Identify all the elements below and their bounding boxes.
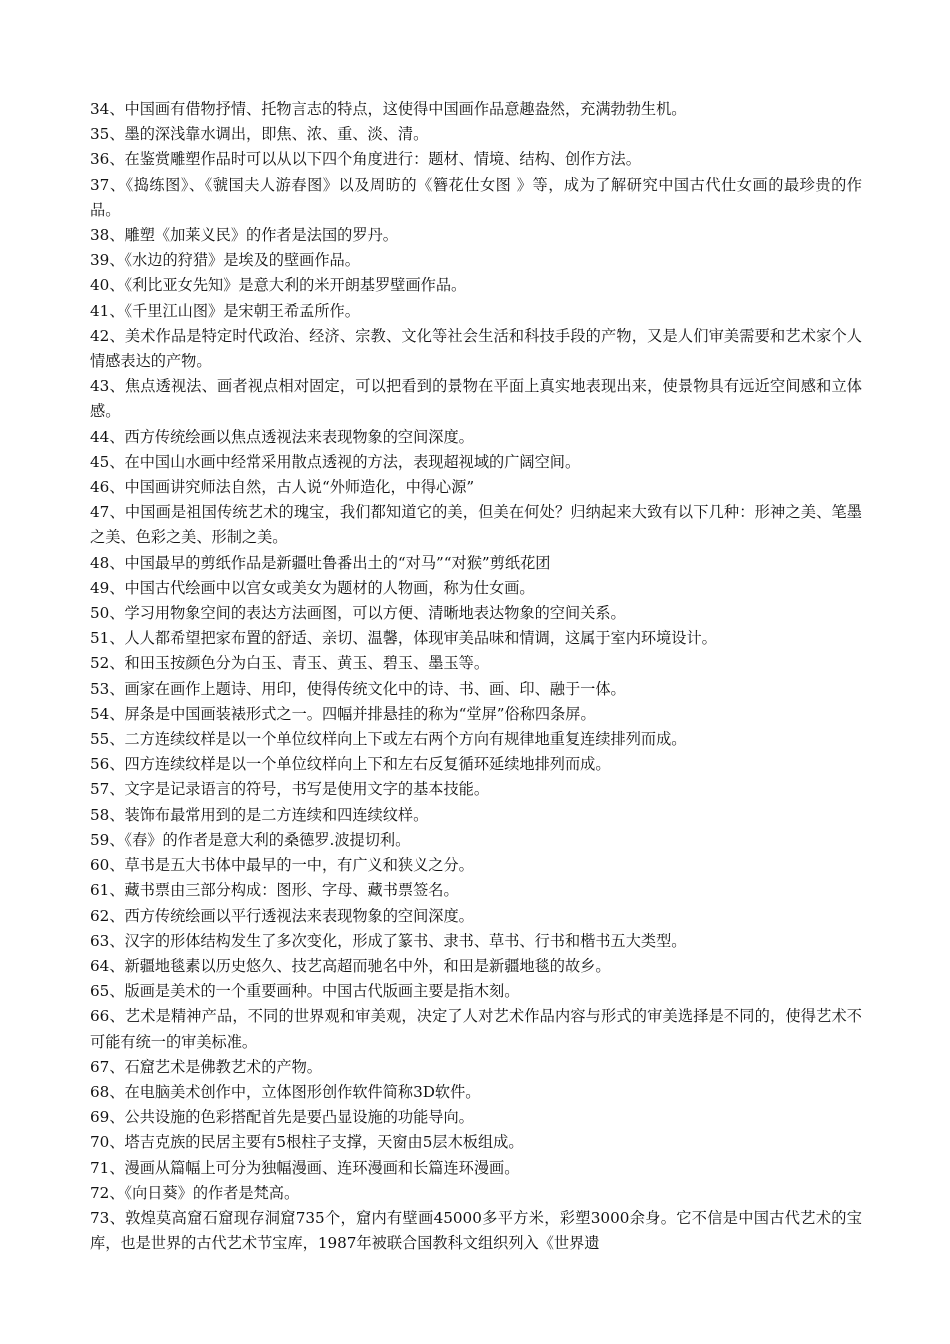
list-item: 69、公共设施的色彩搭配首先是要凸显设施的功能导向。	[90, 1108, 474, 1127]
list-item: 51、人人都希望把家布置的舒适、亲切、温馨，体现审美品味和情调，这属于室内环境设计。	[90, 629, 717, 648]
list-item: 35、墨的深浅靠水调出，即焦、浓、重、淡、清。	[90, 125, 429, 144]
list-item: 38、雕塑《加莱义民》的作者是法国的罗丹。	[90, 226, 398, 245]
list-item: 64、新疆地毯素以历史悠久、技艺高超而驰名中外，和田是新疆地毯的故乡。	[90, 956, 611, 975]
list-item: 45、在中国山水画中经常采用散点透视的方法，表现超视域的广阔空间。	[90, 452, 581, 471]
list-item: 49、中国古代绘画中以宫女或美女为题材的人物画，称为仕女画。	[90, 578, 535, 597]
list-item: 36、在鉴赏雕塑作品时可以从以下四个角度进行：题材、情境、结构、创作方法。	[90, 150, 641, 169]
list-item: 41、《千里江山图》是宋朝王希孟所作。	[90, 301, 360, 320]
list-item: 58、装饰布最常用到的是二方连续和四连续纹样。	[90, 805, 429, 824]
list-item: 43、焦点透视法、画者视点相对固定，可以把看到的景物在平面上真实地表现出来，使景物具有远近空间感和立体感。	[90, 377, 862, 421]
list-item: 63、汉字的形体结构发生了多次变化，形成了篆书、隶书、草书、行书和楷书五大类型。	[90, 931, 687, 950]
list-item: 71、漫画从篇幅上可分为独幅漫画、连环漫画和长篇连环漫画。	[90, 1158, 520, 1177]
list-item: 66、艺术是精神产品，不同的世界观和审美观，决定了人对艺术作品内容与形式的审美选择是不同的，使得艺术不可能有统一的审美标准。	[90, 1007, 862, 1051]
list-item: 73、敦煌莫高窟石窟现存洞窟735个，窟内有壁画45000多平方米，彩塑3000余身。它不信是中国古代艺术的宝库，也是世界的古代艺术节宝库，1987年被联合国教科文组织列入《世界遗	[90, 1208, 862, 1253]
list-item: 46、中国画讲究师法自然，古人说“外师造化，中得心源”	[90, 478, 475, 497]
list-item: 57、文字是记录语言的符号，书写是使用文字的基本技能。	[90, 780, 490, 799]
document-page	[90, 97, 862, 1256]
list-item: 59、《春》的作者是意大利的桑德罗.波提切利。	[90, 830, 411, 849]
list-item: 56、四方连续纹样是以一个单位纹样向上下和左右反复循环延续地排列而成。	[90, 755, 611, 774]
list-item: 68、在电脑美术创作中，立体图形创作软件简称3D软件。	[90, 1082, 481, 1101]
list-item: 65、版画是美术的一个重要画种。中国古代版画主要是指木刻。	[90, 982, 520, 1001]
list-item: 39、《水边的狩猎》是埃及的壁画作品。	[90, 251, 360, 270]
list-item: 53、画家在画作上题诗、用印，使得传统文化中的诗、书、画、印、融于一体。	[90, 679, 626, 698]
list-item: 55、二方连续纹样是以一个单位纹样向上下或左右两个方向有规律地重复连续排列而成。	[90, 730, 687, 749]
list-item: 47、中国画是祖国传统艺术的瑰宝，我们都知道它的美，但美在何处？归纳起来大致有以下几种：形神之美、笔墨之美、色彩之美、形制之美。	[90, 503, 862, 547]
list-item: 44、西方传统绘画以焦点透视法来表现物象的空间深度。	[90, 427, 474, 446]
list-item: 70、塔吉克族的民居主要有5根柱子支撑，天窗由5层木板组成。	[90, 1133, 524, 1152]
list-item: 72、《向日葵》的作者是梵高。	[90, 1183, 300, 1202]
list-item: 48、中国最早的剪纸作品是新疆吐鲁番出土的“对马”“对猴”剪纸花团	[90, 553, 551, 572]
list-item: 67、石窟艺术是佛教艺术的产物。	[90, 1057, 322, 1076]
list-item: 42、美术作品是特定时代政治、经济、宗教、文化等社会生活和科技手段的产物，又是人们审美需要和艺术家个人情感表达的产物。	[90, 326, 862, 371]
list-item: 50、学习用物象空间的表达方法画图，可以方便、清晰地表达物象的空间关系。	[90, 604, 626, 623]
list-item: 40、《利比亚女先知》是意大利的米开朗基罗壁画作品。	[90, 276, 467, 295]
list-item: 52、和田玉按颜色分为白玉、青玉、黄玉、碧玉、墨玉等。	[90, 654, 490, 673]
list-item: 61、藏书票由三部分构成：图形、字母、藏书票签名。	[90, 881, 459, 900]
list-item: 62、西方传统绘画以平行透视法来表现物象的空间深度。	[90, 906, 474, 925]
list-item: 60、草书是五大书体中最早的一中，有广义和狭义之分。	[90, 856, 474, 875]
list-item: 34、中国画有借物抒情、托物言志的特点，这使得中国画作品意趣盎然，充满勃勃生机。	[90, 100, 687, 118]
list-item: 37、《捣练图》、《虢国夫人游春图》以及周昉的《簪花仕女图 》等，成为了解研究中国古代仕女画的最珍贵的作品。	[90, 175, 862, 219]
list-item: 54、屏条是中国画装裱形式之一。四幅并排悬挂的称为“堂屏”俗称四条屏。	[90, 704, 596, 723]
